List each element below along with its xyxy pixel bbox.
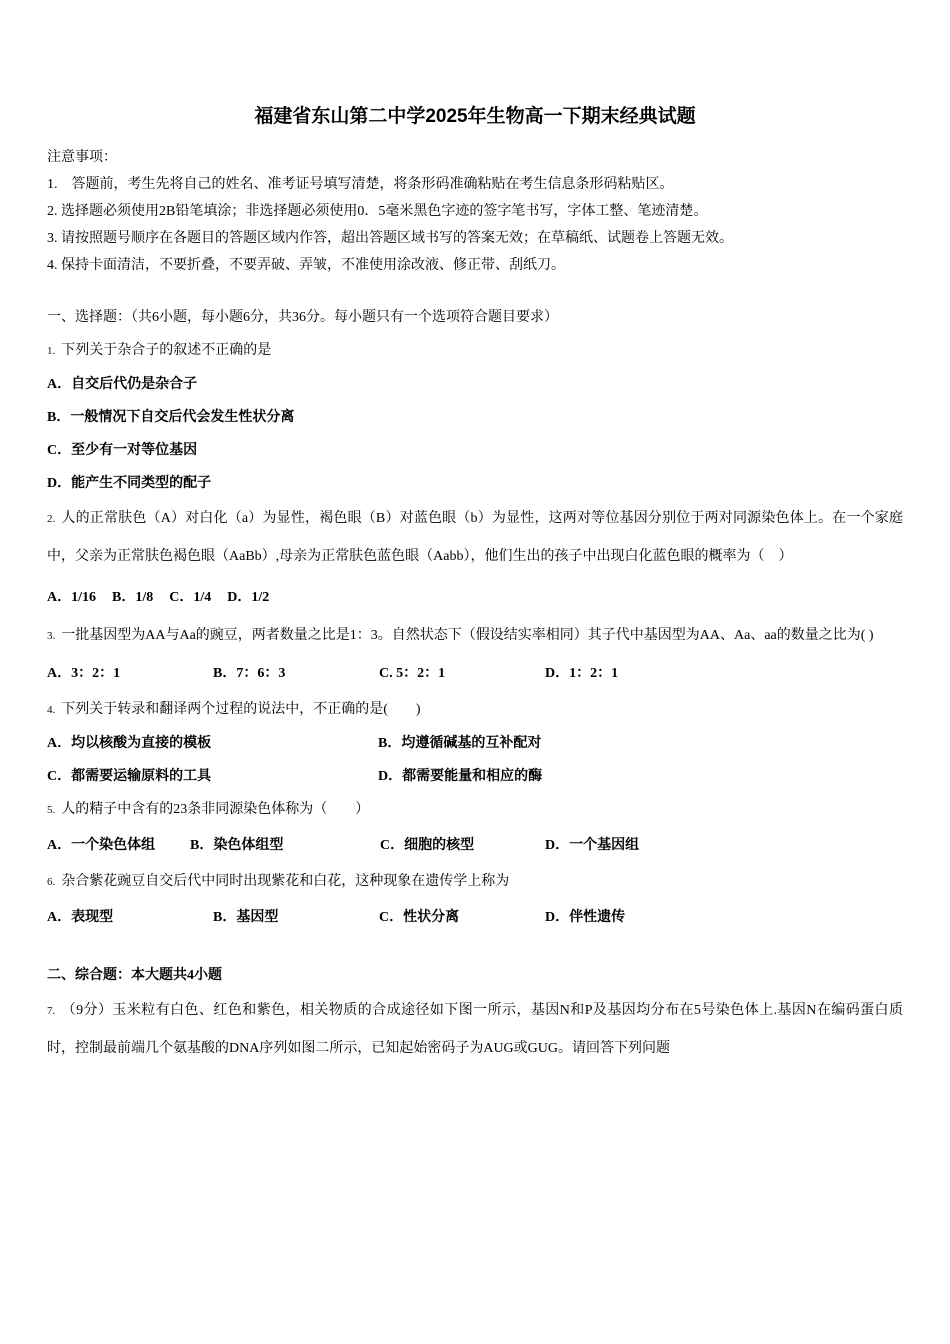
notice-item-2: 2. 选择题必须使用2B铅笔填涂；非选择题必须使用0．5毫米黑色字迹的签字笔书写，字体工整、笔迹清楚。 xyxy=(47,204,708,219)
question-1-options xyxy=(47,368,903,500)
question-4-options-row-1 xyxy=(47,727,903,760)
question-4-option-c: C．都需要运输原料的工具 xyxy=(47,769,212,784)
question-3-number: 3. xyxy=(47,630,56,642)
question-1 xyxy=(47,334,903,500)
question-2-options xyxy=(47,579,903,617)
question-5-stem xyxy=(47,793,903,827)
question-5-option-d: D．一个基因组 xyxy=(545,838,640,853)
question-7-stem xyxy=(47,992,903,1068)
question-3-option-b: B．7：6：3 xyxy=(213,666,286,681)
question-5-options xyxy=(47,827,903,865)
question-1-text: 下列关于杂合子的叙述不正确的是 xyxy=(61,343,272,358)
question-6-options xyxy=(47,899,903,937)
question-4 xyxy=(47,693,903,793)
question-1-number: 1. xyxy=(47,345,56,357)
question-3-option-c: C. 5：2：1 xyxy=(379,666,446,681)
question-6-text: 杂合紫花豌豆自交后代中同时出现紫花和白花，这种现象在遗传学上称为 xyxy=(61,874,510,889)
question-4-option-d: D．都需要能量和相应的酶 xyxy=(378,769,543,784)
question-6-option-b: B．基因型 xyxy=(213,910,279,925)
question-4-number: 4. xyxy=(47,704,56,716)
question-1-option-b: B．一般情况下自交后代会发生性状分离 xyxy=(47,410,295,425)
question-2-option-d: D．1/2 xyxy=(227,590,270,605)
notice-item-4: 4. 保持卡面清洁，不要折叠，不要弄破、弄皱，不准使用涂改液、修正带、刮纸刀。 xyxy=(47,258,565,273)
question-1-stem xyxy=(47,334,903,368)
question-6-stem xyxy=(47,865,903,899)
question-5-text: 人的精子中含有的23条非同源染色体称为（ ） xyxy=(61,802,370,817)
question-3-text: 一批基因型为AA与Aa的豌豆，两者数量之比是1：3。自然状态下（假设结实率相同）其子代中基因型为AA、Aa、aa的数量之比为( ) xyxy=(61,628,874,643)
page-title: 福建省东山第二中学2025年生物高一下期末经典试题 xyxy=(254,106,696,127)
question-4-options xyxy=(47,727,903,793)
question-6 xyxy=(47,865,903,937)
question-1-option-c: C．至少有一对等位基因 xyxy=(47,443,198,458)
question-7 xyxy=(47,992,903,1068)
question-2-number: 2. xyxy=(47,513,56,525)
question-6-option-d: D．伴性遗传 xyxy=(545,910,626,925)
question-4-text: 下列关于转录和翻译两个过程的说法中，不正确的是( ) xyxy=(61,702,421,717)
notice-item-1: 1. 答题前，考生先将自己的姓名、准考证号填写清楚，将条形码准确粘贴在考生信息条形码粘贴区。 xyxy=(47,177,674,192)
question-5-number: 5. xyxy=(47,804,56,816)
question-5-option-c: C．细胞的核型 xyxy=(380,838,475,853)
question-5-option-b: B．染色体组型 xyxy=(190,838,284,853)
question-4-stem xyxy=(47,693,903,727)
question-4-option-b: B．均遵循碱基的互补配对 xyxy=(378,736,542,751)
question-3-stem xyxy=(47,617,903,655)
question-6-option-a: A．表现型 xyxy=(47,910,114,925)
question-2-stem xyxy=(47,500,903,576)
notice-item-3: 3. 请按照题号顺序在各题目的答题区域内作答，超出答题区域书写的答案无效；在草稿纸、试题卷上答题无效。 xyxy=(47,231,733,246)
question-4-options-row-2 xyxy=(47,760,903,793)
question-1-option-d: D．能产生不同类型的配子 xyxy=(47,476,212,491)
question-7-number: 7. xyxy=(47,1005,56,1017)
question-5 xyxy=(47,793,903,865)
question-3-options xyxy=(47,655,903,693)
question-1-option-a: A．自交后代仍是杂合子 xyxy=(47,377,198,392)
notice-header: 注意事项： xyxy=(47,150,117,165)
question-7-text: （9分）玉米粒有白色、红色和紫色，相关物质的合成途径如下图一所示，基因N和P及基因均分布在5号染色体上.基因N在编码蛋白质时，控制最前端几个氨基酸的DNA序列如图二所示，已知起始密码子为AUG或GUG。请回答下列问题 xyxy=(47,1003,903,1056)
section1-header: 一、选择题：（共6小题，每小题6分，共36分。每小题只有一个选项符合题目要求） xyxy=(47,310,558,325)
question-2-option-c: C．1/4 xyxy=(169,590,212,605)
question-3-option-d: D．1：2：1 xyxy=(545,666,619,681)
question-6-option-c: C．性状分离 xyxy=(379,910,460,925)
question-5-option-a: A．一个染色体组 xyxy=(47,838,156,853)
section2-header: 二、综合题：本大题共4小题 xyxy=(47,968,222,983)
question-2 xyxy=(47,500,903,617)
question-4-option-a: A．均以核酸为直接的模板 xyxy=(47,736,212,751)
question-3 xyxy=(47,617,903,693)
question-6-number: 6. xyxy=(47,876,56,888)
question-2-option-a: A．1/16 xyxy=(47,590,96,605)
notice-block xyxy=(47,144,903,279)
question-2-option-b: B．1/8 xyxy=(112,590,154,605)
question-2-text: 人的正常肤色（A）对白化（a）为显性，褐色眼（B）对蓝色眼（b）为显性，这两对等位基因分别位于两对同源染色体上。在一个家庭中，父亲为正常肤色褐色眼（AaBb）,母亲为正常肤色蓝色眼（Aabb），他们生出的孩子中出现白化蓝色眼的概率为（ ） xyxy=(47,511,903,564)
question-3-option-a: A．3：2：1 xyxy=(47,666,121,681)
